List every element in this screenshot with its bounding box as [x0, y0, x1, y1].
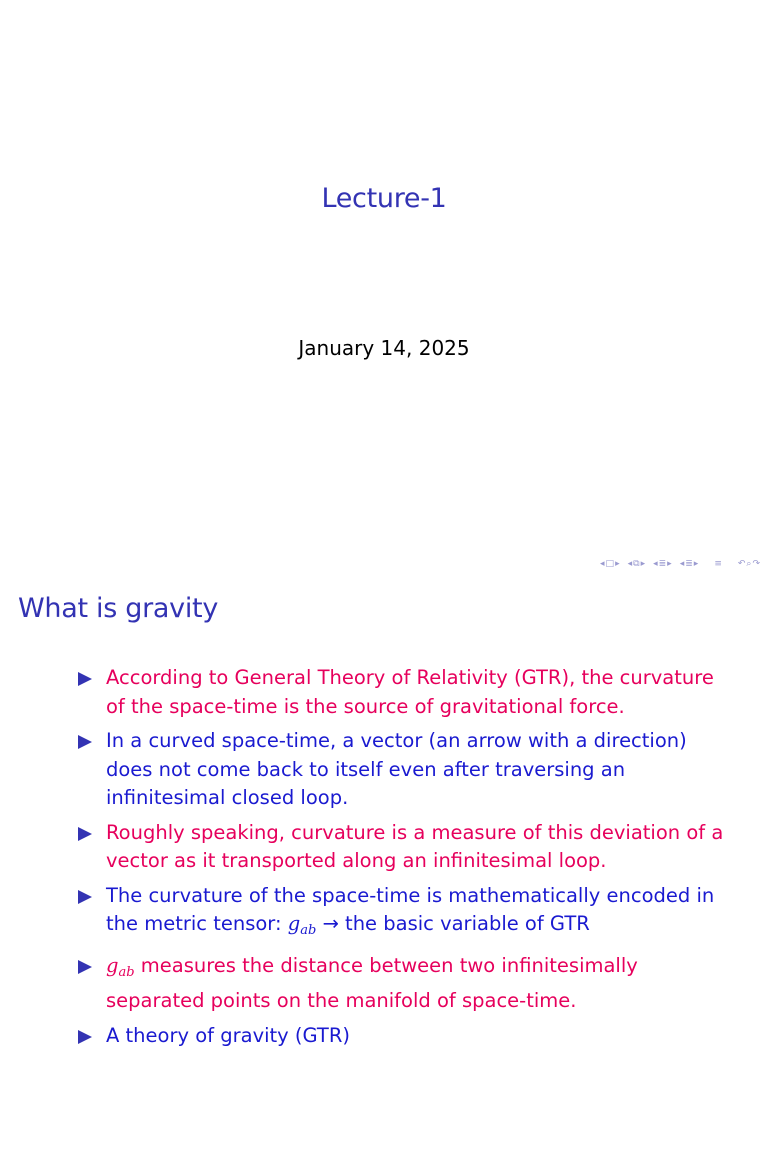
arrow-symbol: →: [322, 912, 339, 935]
nav-prev-icon[interactable]: ◂: [627, 559, 633, 569]
list-item: [78, 819, 728, 876]
list-item: [78, 882, 728, 946]
nav-next-icon[interactable]: ▸: [615, 559, 620, 569]
undo-icon[interactable]: ↶: [737, 559, 746, 569]
item-text: According to General Theory of Relativity (GTR), the curvature of the space-time is the source of gravitational force.: [106, 666, 714, 718]
metric-symbol: $g_{ab}$: [287, 912, 317, 938]
slide-date: January 14, 2025: [298, 336, 470, 360]
bullet-list: [78, 664, 728, 1056]
triangle-bullet-icon: [78, 1030, 92, 1044]
align-icon[interactable]: ≡: [714, 559, 722, 569]
redo-icon[interactable]: ↷: [752, 559, 760, 569]
triangle-bullet-icon: [78, 960, 92, 974]
beamer-navigation-bar: [594, 557, 760, 571]
item-text: In a curved space-time, a vector (an arrow with a direction) does not come back to itself even after traversing an infinitesimal closed loop.: [106, 729, 687, 809]
triangle-bullet-icon: [78, 735, 92, 749]
slide-title: Lecture-1: [321, 183, 447, 214]
subsection-icon[interactable]: ⧉: [633, 559, 640, 569]
item-text: A theory of gravity (GTR): [106, 1023, 350, 1047]
nav-prev-icon[interactable]: ◂: [679, 559, 685, 569]
nav-prev-icon[interactable]: ◂: [600, 559, 605, 569]
presentation-icon[interactable]: ≣: [685, 559, 693, 569]
triangle-bullet-icon: [78, 672, 92, 686]
triangle-bullet-icon: [78, 890, 92, 904]
list-item: [78, 727, 728, 813]
item-text: measures the distance between two infinitesimally separated points on the manifold of space-time.: [106, 953, 638, 1012]
frame-icon[interactable]: □: [605, 559, 615, 569]
item-text: The curvature of the space-time is mathematically encoded in the metric tensor:: [106, 883, 715, 935]
nav-next-icon[interactable]: ▸: [640, 559, 646, 569]
search-icon[interactable]: ⌕: [746, 559, 752, 569]
frame-title: What is gravity: [18, 593, 219, 624]
nav-next-icon[interactable]: ▸: [693, 559, 699, 569]
list-item: [78, 1022, 728, 1051]
nav-prev-icon[interactable]: ◂: [653, 559, 658, 569]
metric-symbol: $g_{ab}$: [106, 953, 135, 980]
triangle-bullet-icon: [78, 827, 92, 841]
section-icon[interactable]: ≣: [658, 559, 667, 569]
content-slide: [0, 576, 768, 1152]
list-item: [78, 664, 728, 721]
nav-next-icon[interactable]: ▸: [667, 559, 672, 569]
item-text: Roughly speaking, curvature is a measure of this deviation of a vector as it transported along an infinitesimal loop.: [106, 820, 724, 872]
item-text: the basic variable of GTR: [338, 912, 590, 935]
list-item: [78, 952, 728, 1016]
